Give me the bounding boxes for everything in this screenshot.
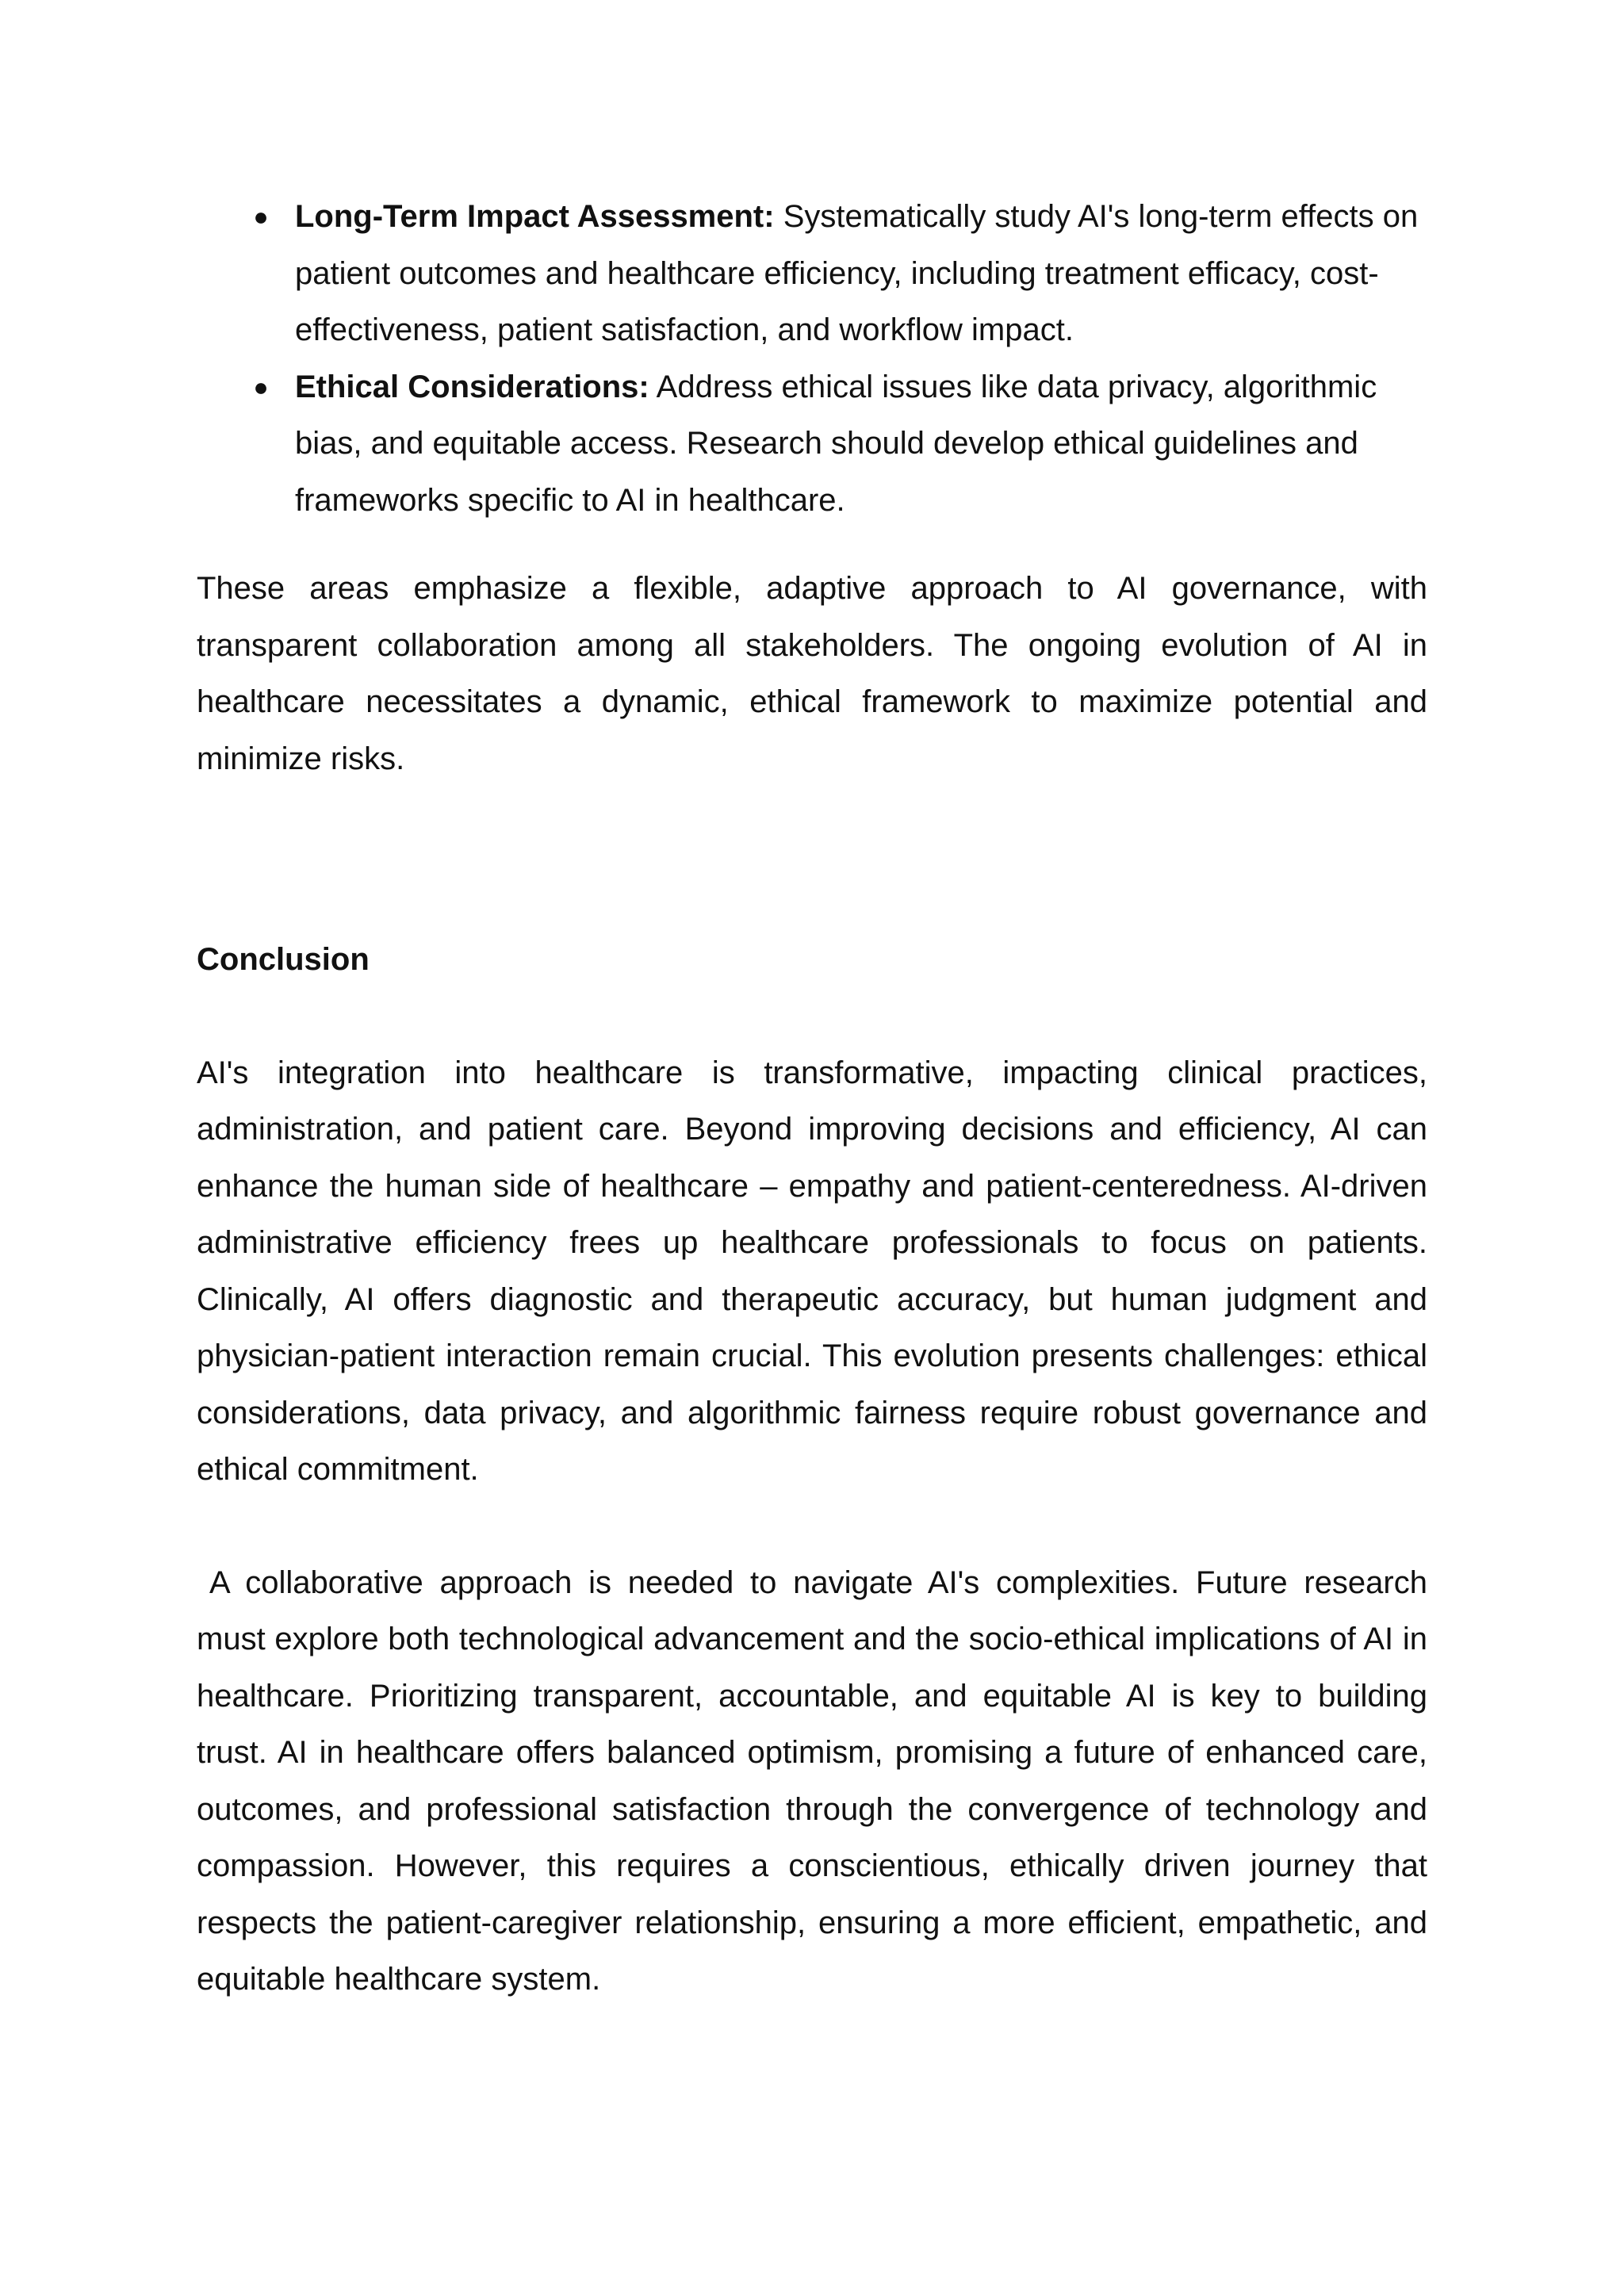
bullet-term: Long-Term Impact Assessment: — [295, 199, 775, 234]
bullet-text: Systematically study AI's long-term effects on patient outcomes and healthcare efficiency, including treatment efficacy, cost-effectiveness, patient satisfaction, and workflow impact. — [295, 199, 1419, 347]
bullet-text: Address ethical issues like data privacy, algorithmic bias, and equitable access. Research should develop ethical guidelines and frameworks specific to AI in healthcare. — [295, 369, 1377, 518]
bullet-item-long-term-impact — [197, 189, 1427, 359]
section-heading-conclusion: Conclusion — [197, 942, 370, 977]
page-content — [197, 189, 1427, 2009]
bullet-list — [197, 189, 1427, 529]
bullet-dot-icon: ● — [253, 372, 269, 401]
paragraph-conclusion-2: A collaborative approach is needed to navigate AI's complexities. Future research must explore both technological advancement and the socio-ethical implications of AI in healthcare. Prioritizing transparent, accountable, and equitable AI is key to building trust. AI in healthcare offers balanced optimism, promising a future of enhanced care, outcomes, and professional satisfaction through the convergence of technology and compassion. However, this requires a conscientious, ethically driven journey that respects the patient-caregiver relationship, ensuring a more efficient, empathetic, and equitable healthcare system. — [197, 1564, 1427, 1997]
paragraph-conclusion-1: AI's integration into healthcare is transformative, impacting clinical practices, administration, and patient care. Beyond improving decisions and efficiency, AI can enhance the human side of healthcare – empathy and patient-centeredness. AI-driven administrative efficiency frees up healthcare professionals to focus on patients. Clinically, AI offers diagnostic and therapeutic accuracy, but human judgment and physician-patient interaction remain crucial. This evolution presents challenges: ethical considerations, data privacy, and algorithmic fairness require robust governance and ethical commitment. — [197, 1055, 1427, 1487]
bullet-term: Ethical Considerations: — [295, 369, 649, 404]
paragraph-governance: These areas emphasize a flexible, adaptive approach to AI governance, with transparent collaboration among all stakeholders. The ongoing evolution of AI in healthcare necessitates a dynamic, ethical framework to maximize potential and minimize risks. — [197, 571, 1427, 776]
bullet-item-ethical-considerations — [197, 359, 1427, 530]
bullet-dot-icon: ● — [253, 202, 269, 231]
